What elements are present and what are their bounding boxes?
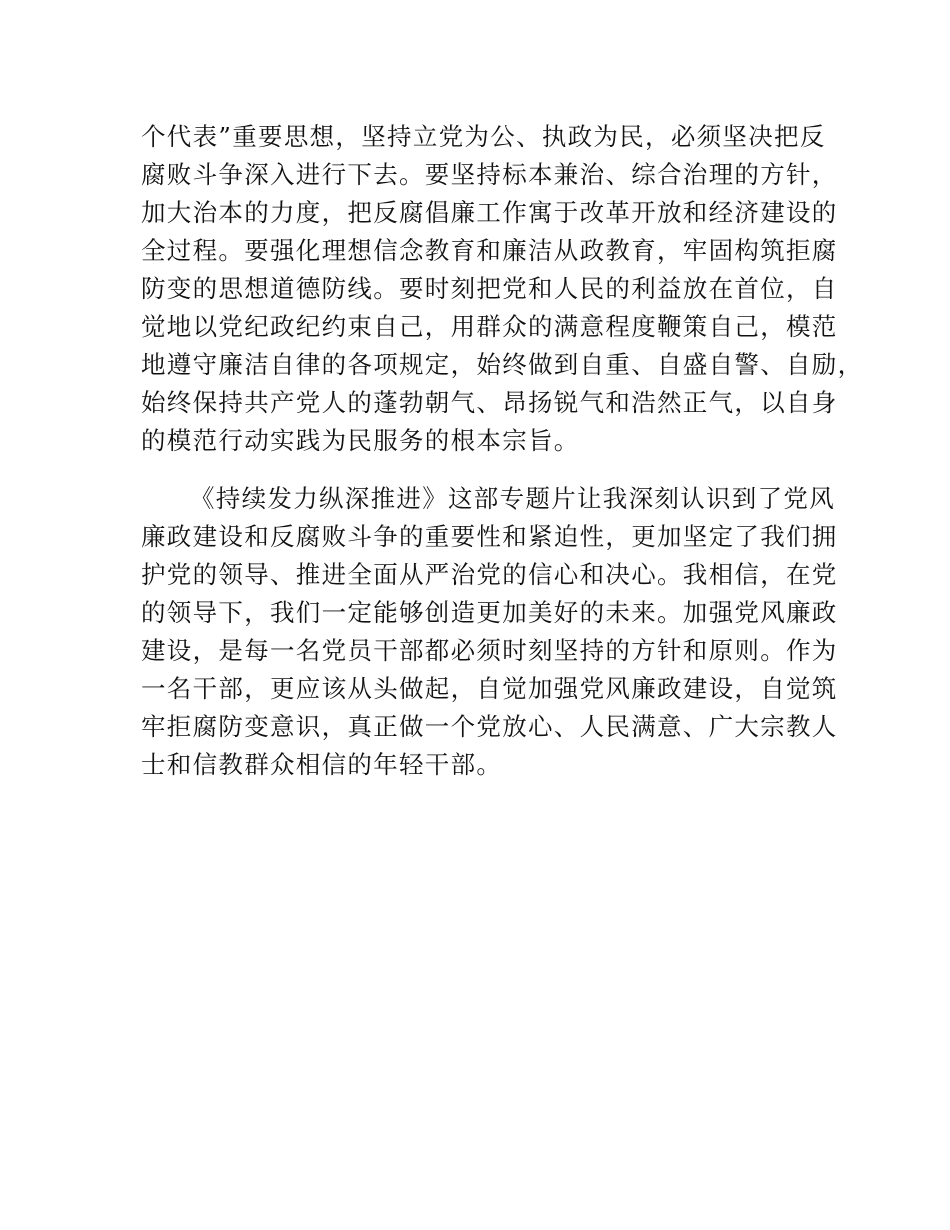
text-line-first: 《持续发力纵深推进》这部专题片让我深刻认识到了党风 bbox=[190, 484, 835, 513]
text-line: 建设，是每一名党员干部都必须时刻坚持的方针和原则。作为 bbox=[141, 636, 838, 665]
document-body bbox=[141, 118, 864, 784]
text-line: 防变的思想道德防线。要时刻把党和人民的利益放在首位，自 bbox=[141, 274, 838, 303]
text-line: 的领导下，我们一定能够创造更加美好的未来。加强党风廉政 bbox=[141, 598, 838, 627]
text-line: 士和信教群众相信的年轻干部。 bbox=[141, 750, 503, 779]
paragraph-spacer bbox=[141, 460, 831, 480]
text-line: 腐败斗争深入进行下去。要坚持标本兼治、综合治理的方针， bbox=[141, 160, 838, 189]
paragraph-1 bbox=[141, 118, 864, 460]
text-line: 全过程。要强化理想信念教育和廉洁从政教育，牢固构筑拒腐 bbox=[141, 236, 838, 265]
text-line: 护党的领导、推进全面从严治党的信心和决心。我相信，在党 bbox=[141, 560, 838, 589]
text-line: 个代表”重要思想，坚持立党为公、执政为民，必须坚决把反 bbox=[141, 122, 826, 151]
text-line: 牢拒腐防变意识，真正做一个党放心、人民满意、广大宗教人 bbox=[141, 712, 838, 741]
text-line: 一名干部，更应该从头做起，自觉加强党风廉政建设，自觉筑 bbox=[141, 674, 838, 703]
text-line: 觉地以党纪政纪约束自己，用群众的满意程度鞭策自己，模范 bbox=[141, 312, 838, 341]
text-line: 始终保持共产党人的蓬勃朝气、昂扬锐气和浩然正气，以自身 bbox=[141, 388, 838, 417]
text-line: 的模范行动实践为民服务的根本宗旨。 bbox=[141, 426, 580, 455]
text-line: 廉政建设和反腐败斗争的重要性和紧迫性，更加坚定了我们拥 bbox=[141, 522, 838, 551]
text-line: 地遵守廉洁自律的各项规定，始终做到自重、自盛自警、自励， bbox=[141, 350, 864, 379]
paragraph-2 bbox=[141, 480, 838, 784]
text-line: 加大治本的力度，把反腐倡廉工作寓于改革开放和经济建设的 bbox=[141, 198, 838, 227]
